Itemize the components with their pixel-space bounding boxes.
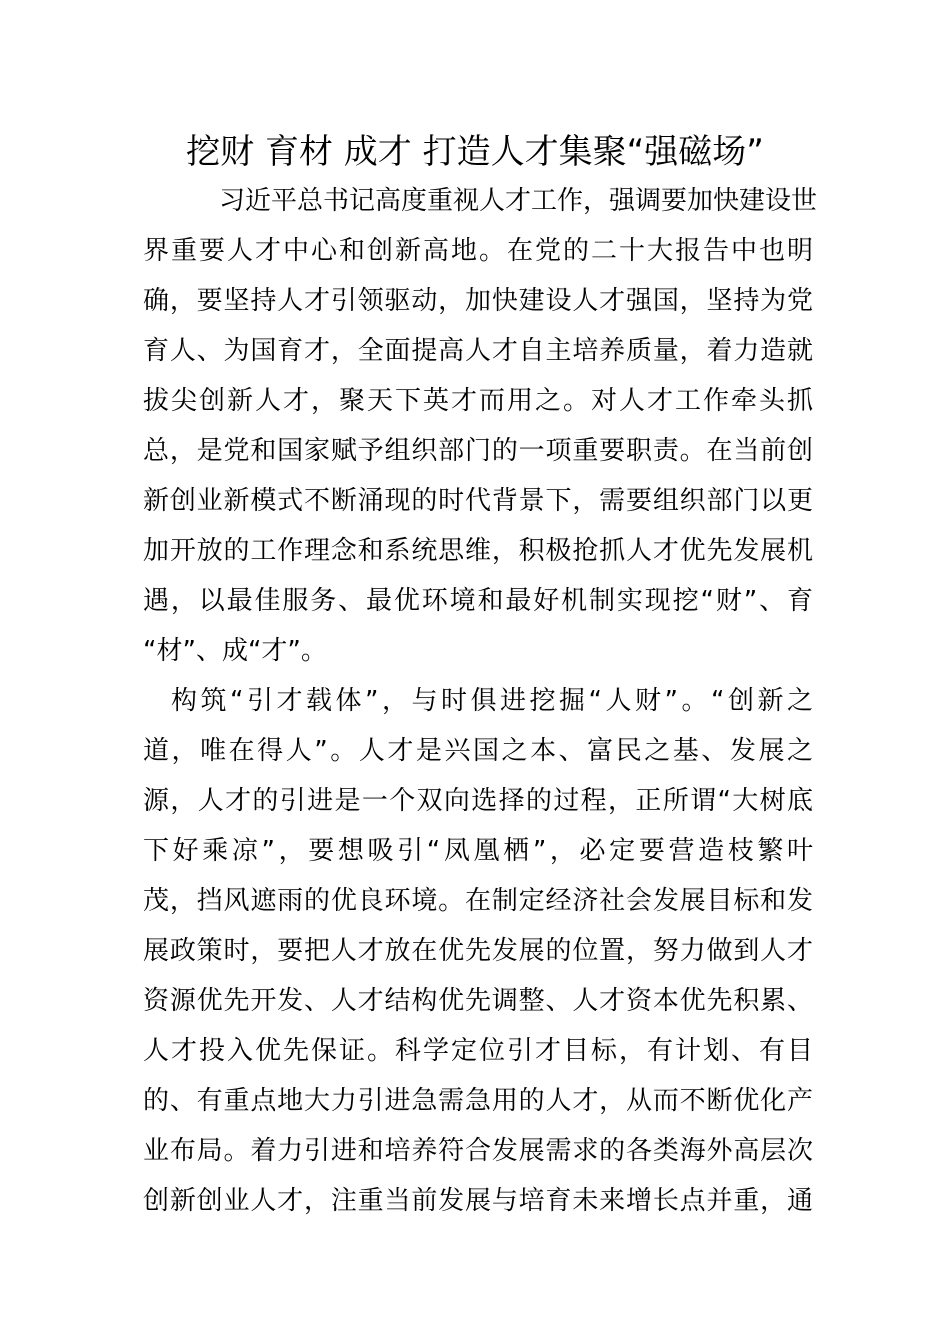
document-title: 挖财 育材 成才 打造人才集聚“强磁场” [186,132,764,172]
paragraph-line: 构筑“引才载体”，与时俱进挖掘“人财”。“创新之 [171,686,813,716]
paragraph-line: 习近平总书记高度重视人才工作，强调要加快建设世 [219,186,818,216]
paragraph-line: 展政策时，要把人才放在优先发展的位置，努力做到人才 [143,936,813,966]
paragraph-line: 的、有重点地大力引进急需急用的人才，从而不断优化产 [143,1086,813,1116]
paragraph-line: 总，是党和国家赋予组织部门的一项重要职责。在当前创 [143,436,813,466]
paragraph-line: 资源优先开发、人才结构优先调整、人才资本优先积累、 [143,986,813,1016]
paragraph-1 [143,176,818,676]
paragraph-line: 源，人才的引进是一个双向选择的过程，正所谓“大树底 [143,786,813,816]
paragraph-line: 下好乘凉”，要想吸引“凤凰栖”，必定要营造枝繁叶 [143,836,813,866]
paragraph-line: 界重要人才中心和创新高地。在党的二十大报告中也明 [143,236,813,266]
paragraph-2 [143,676,813,1226]
paragraph-line: 茂，挡风遮雨的优良环境。在制定经济社会发展目标和发 [143,886,813,916]
paragraph-line: 业布局。着力引进和培养符合发展需求的各类海外高层次 [143,1136,813,1166]
paragraph-line: 道，唯在得人”。人才是兴国之本、富民之基、发展之 [143,736,813,766]
paragraph-line: 拔尖创新人才，聚天下英才而用之。对人才工作牵头抓 [143,386,813,416]
paragraph-line: 人才投入优先保证。科学定位引才目标，有计划、有目 [143,1036,813,1066]
paragraph-line: 创新创业人才，注重当前发展与培育未来增长点并重，通 [143,1186,813,1216]
paragraph-line: 新创业新模式不断涌现的时代背景下，需要组织部门以更 [143,486,813,516]
paragraph-line: 加开放的工作理念和系统思维，积极抢抓人才优先发展机 [143,536,813,566]
paragraph-line: 遇，以最佳服务、最优环境和最好机制实现挖“财”、育 [143,586,813,616]
document-body [143,176,818,1226]
paragraph-line: 确，要坚持人才引领驱动，加快建设人才强国，坚持为党 [143,286,813,316]
paragraph-line: “材”、成“才”。 [143,636,327,666]
paragraph-line: 育人、为国育才，全面提高人才自主培养质量，着力造就 [143,336,813,366]
